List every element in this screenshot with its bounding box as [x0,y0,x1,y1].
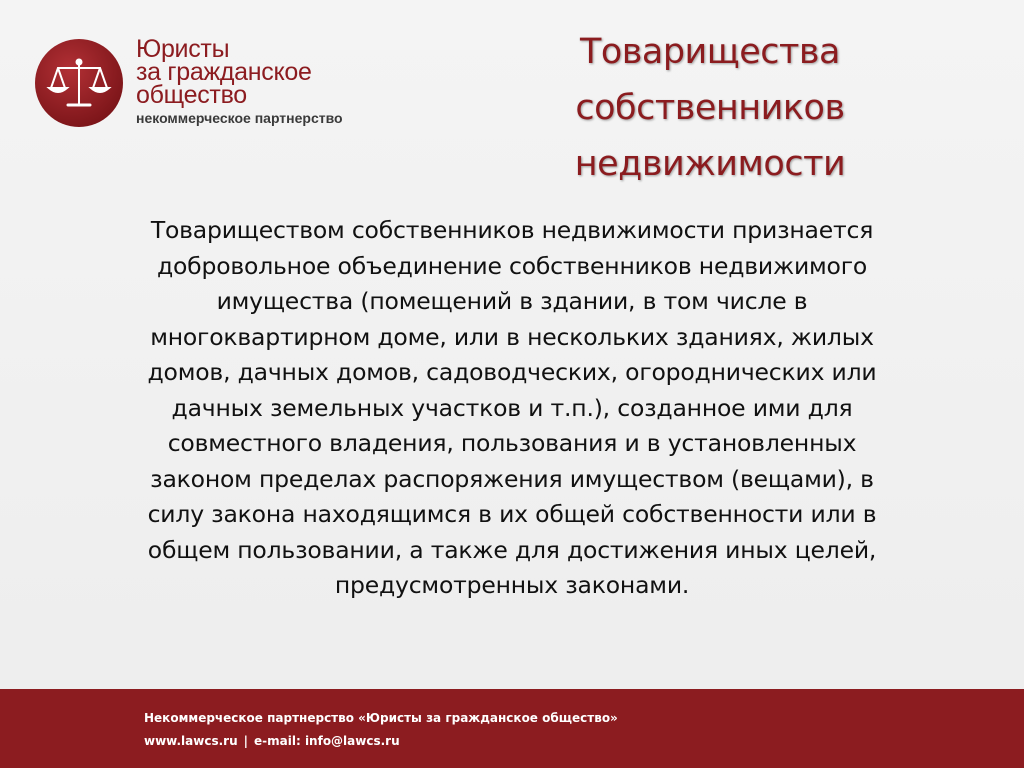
paragraph-line: многоквартирном доме, или в нескольких зданиях, жилых [150,322,874,351]
title-line-3: недвижимости [574,144,846,184]
organization-logo [34,35,394,138]
title-line-1: Товарищества [579,32,841,72]
paragraph-line: совместного владения, пользования и в установленных [167,429,857,457]
definition-paragraph [62,213,962,604]
website-link[interactable]: www.lawcs.ru [144,734,238,748]
logo-subtitle: некоммерческое партнерство [136,110,343,126]
logo-line-2: за гражданское [136,58,312,86]
logo-line-1: Юристы [136,35,230,63]
scales-of-justice-icon [34,38,124,128]
logo-line-3: общество [136,81,247,109]
footer-contacts [144,734,400,748]
paragraph-line: дачных земельных участков и т.п.), созданное ими для [171,393,853,422]
footer-separator: | [243,734,249,748]
paragraph-line: законом пределах распоряжения имуществом (вещами), в [150,464,874,493]
paragraph-line: общем пользовании, а также для достижения иных целей, [147,535,877,564]
title-line-2: собственников [575,88,845,128]
logo-text [136,35,343,127]
paragraph-line: имущества (помещений в здании, в том числе в [216,287,808,315]
paragraph-line: силу закона находящимся в их общей собственности или в [147,500,877,528]
paragraph-line: Товариществом собственников недвижимости признается [150,216,874,244]
paragraph-line: предусмотренных законами. [334,571,690,599]
footer-organization: Некоммерческое партнерство «Юристы за гражданское общество» [144,711,618,725]
paragraph-line: домов, дачных домов, садоводческих, огороднических или [147,358,877,386]
footer-bar [0,689,1024,768]
paragraph-line: добровольное объединение собственников недвижимого [156,251,868,280]
email-link[interactable]: e-mail: info@lawcs.ru [254,734,400,748]
slide-title [520,24,900,192]
